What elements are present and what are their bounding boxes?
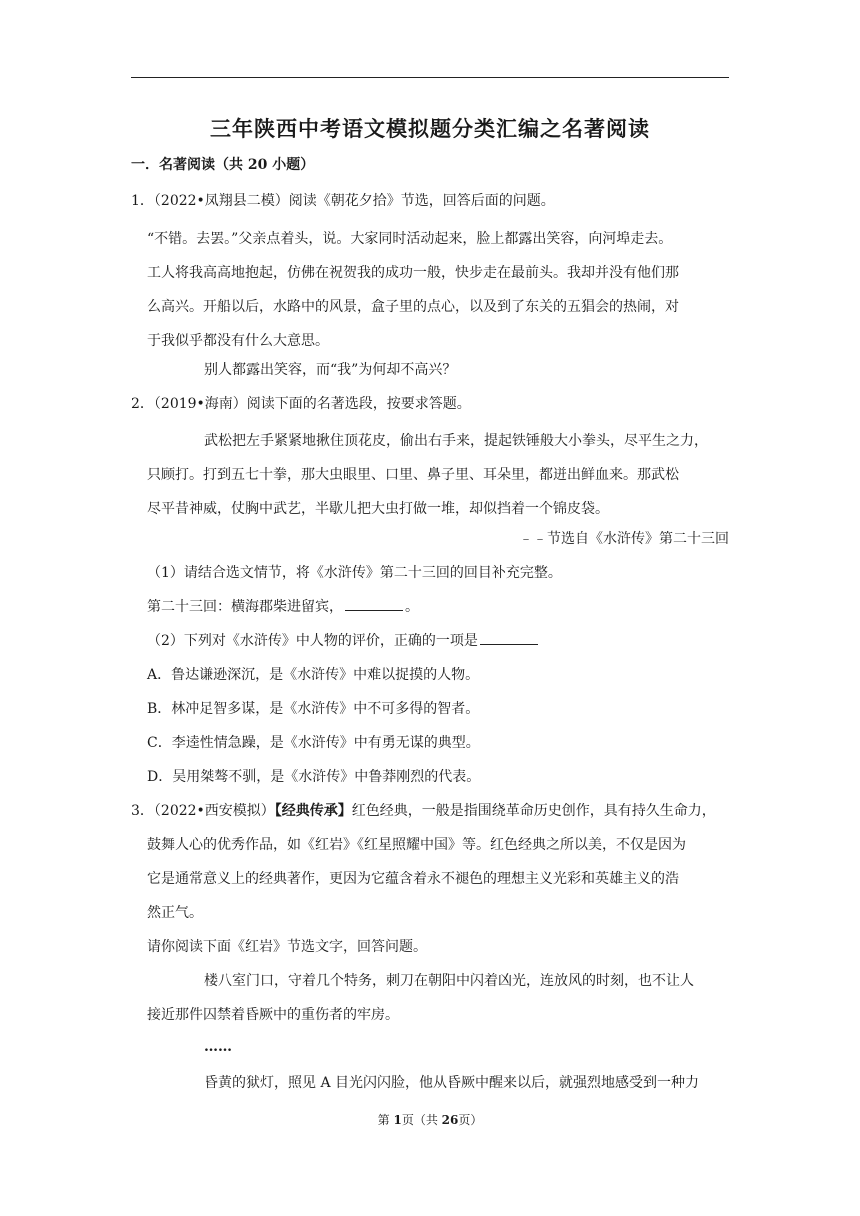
- q2-sub-question-2: [147, 624, 729, 658]
- footer-prefix: 第: [377, 1113, 394, 1127]
- q2-passage-line-2: 只顾打。打到五七十拳，那大虫眼里、口里、鼻子里、耳朵里，都迸出鲜血来。那武松: [147, 467, 679, 483]
- q2-sub-answer-line: [147, 590, 729, 624]
- question-1-head: 1．（2022•凤翔县二模）阅读《朝花夕拾》节选，回答后面的问题。: [131, 193, 555, 209]
- q3-intro-line-1: 鼓舞人心的优秀作品，如《红岩》《红星照耀中国》等。红色经典之所以美，不仅是因为: [147, 837, 686, 853]
- question-2-head: 2．（2019•海南）阅读下面的名著选段，按要求答题。: [131, 396, 471, 412]
- question-3-head: [131, 794, 729, 828]
- footer-mid: 页（共: [401, 1113, 442, 1127]
- section-heading: 一．名著阅读（共 20 小题）: [131, 157, 315, 173]
- page-number: 1: [393, 1113, 402, 1127]
- q3-ellipsis: ……: [204, 1039, 232, 1055]
- q2-passage-line-3: 尽平昔神威，仗胸中武艺，半歇儿把大虫打做一堆，却似挡着一个锦皮袋。: [147, 501, 609, 517]
- document-title: 三年陕西中考语文模拟题分类汇编之名著阅读: [210, 116, 650, 141]
- q3-head-prefix: 3．（2022•西安模拟）: [131, 803, 275, 819]
- page-footer: [131, 1110, 729, 1130]
- q2-option-b: B．林冲足智多谋，是《水浒传》中不可多得的智者。: [147, 701, 480, 717]
- q3-intro-line-2: 它是通常意义上的经典著作，更因为它蕴含着永不褪色的理想主义光彩和英雄主义的浩: [147, 871, 679, 887]
- answer-blank[interactable]: [480, 630, 538, 645]
- q2-sub-question-2-text: （2）下列对《水浒传》中人物的评价，正确的一项是: [147, 633, 478, 649]
- q3-passage-line-3: 昏黄的狱灯，照见 A 目光闪闪脸，他从昏厥中醒来以后，就强烈地感受到一种力: [204, 1075, 700, 1091]
- q1-passage-line-4: 于我似乎都没有什么大意思。: [147, 333, 329, 349]
- q2-option-d: D．吴用桀骜不驯，是《水浒传》中鲁莽刚烈的代表。: [147, 769, 481, 785]
- q3-instruction: 请你阅读下面《红岩》节选文字，回答问题。: [147, 939, 427, 955]
- q2-passage-line-1: 武松把左手紧紧地揪住顶花皮，偷出右手来，提起铁锤般大小拳头，尽平生之力，: [204, 433, 708, 449]
- q1-passage-line-3: 么高兴。开船以后，水路中的风景，盒子里的点心，以及到了东关的五猖会的热闹，对: [147, 299, 679, 315]
- q2-sub-answer-prefix: 第二十三回：横海郡柴进留宾，: [147, 599, 343, 615]
- q2-sub-answer-suffix: 。: [405, 599, 419, 615]
- answer-blank[interactable]: [345, 596, 403, 611]
- q2-option-a: A．鲁达谦逊深沉，是《水浒传》中难以捉摸的人物。: [147, 667, 480, 683]
- q2-option-c: C．李逵性情急躁，是《水浒传》中有勇无谋的典型。: [147, 735, 480, 751]
- q3-passage-line-2: 接近那件囚禁着昏厥中的重伤者的牢房。: [147, 1007, 399, 1023]
- header-rule: [131, 77, 729, 78]
- q3-head-rest: 红色经典，一般是指围绕革命历史创作，具有持久生命力，: [351, 803, 716, 819]
- q3-passage-line-1: 楼八室门口，守着几个特务，刺刀在朝阳中闪着凶光，连放风的时刻，也不让人: [204, 973, 694, 989]
- footer-suffix: 页）: [458, 1113, 483, 1127]
- q2-source: ﹣﹣节选自《水浒传》第二十三回: [519, 531, 729, 547]
- q1-question: 别人都露出笑容，而“我”为何却不高兴？: [204, 362, 457, 378]
- q2-sub-question-1: （1）请结合选文情节，将《水浒传》第二十三回的回目补充完整。: [147, 565, 562, 581]
- q1-passage-line-1: “不错。去罢。”父亲点着头，说。大家同时活动起来，脸上都露出笑容，向河埠走去。: [147, 231, 673, 247]
- q3-intro-line-3: 然正气。: [147, 905, 203, 921]
- total-pages: 26: [441, 1113, 459, 1127]
- q1-passage-line-2: 工人将我高高地抱起，仿佛在祝贺我的成功一般，快步走在最前头。我却并没有他们那: [147, 265, 679, 281]
- q3-head-bracket: 【经典传承】: [274, 803, 352, 819]
